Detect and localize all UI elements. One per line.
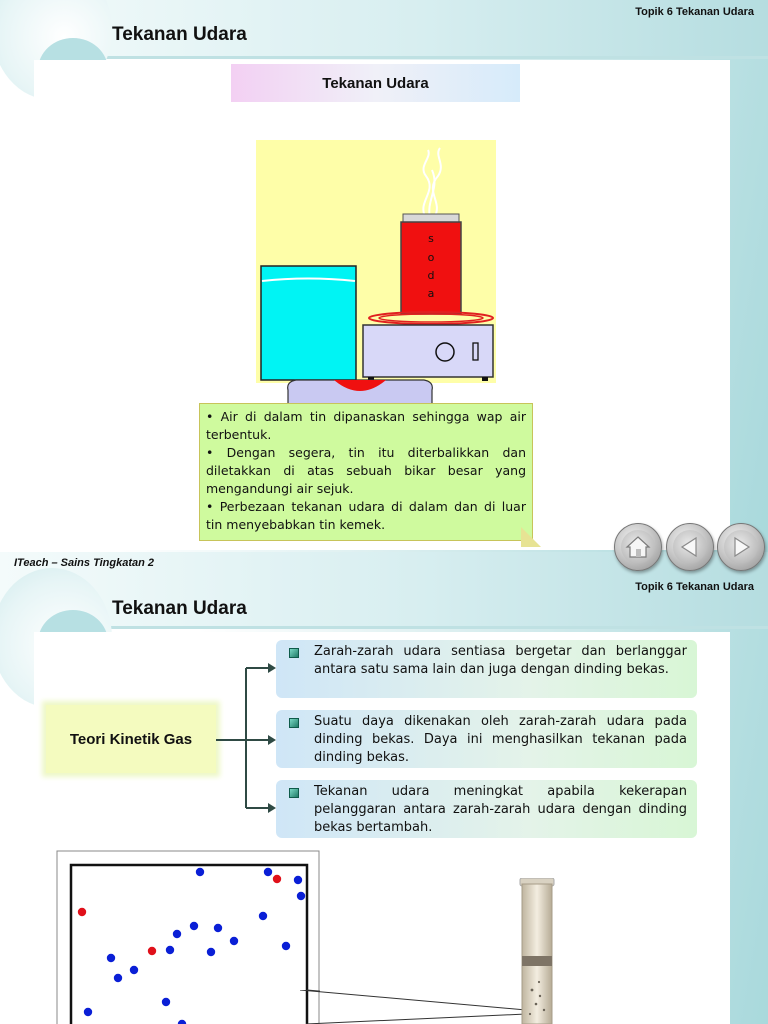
- home-button[interactable]: [614, 523, 662, 571]
- air-particle: [294, 876, 302, 884]
- square-bullet-icon: [289, 788, 299, 798]
- air-particle: [207, 948, 215, 956]
- kinetic-theory-label: Teori Kinetik Gas: [69, 730, 193, 748]
- air-particle: [273, 875, 281, 883]
- can-letter: o: [427, 251, 435, 264]
- air-particle: [264, 868, 272, 876]
- air-particle: [84, 1008, 92, 1016]
- syringe-illustration: [510, 878, 560, 1024]
- theory-point: [276, 780, 697, 838]
- slide-title: Tekanan Udara: [112, 598, 247, 619]
- triangle-left-icon: [673, 530, 707, 564]
- can-letter: d: [427, 269, 435, 282]
- section-title: Tekanan Udara: [322, 74, 429, 92]
- can-top: [403, 214, 459, 222]
- topic-label: Topik 6 Tekanan Udara: [635, 581, 754, 593]
- theory-point-text: Suatu daya dikenakan oleh zarah-zarah udara pada dinding bekas. Daya ini menghasilkan tekanan pada dinding bekas.: [314, 714, 687, 765]
- theory-point: [276, 640, 697, 698]
- header-divider: [0, 626, 768, 629]
- particle-container-illustration: [56, 850, 320, 1024]
- beaker: [261, 266, 356, 380]
- air-particle: [214, 924, 222, 932]
- particle-container: [71, 865, 307, 1024]
- can-experiment-illustration: [256, 140, 498, 405]
- kinetic-theory-box: [46, 705, 216, 773]
- air-particle: [282, 942, 290, 950]
- air-particle: [230, 937, 238, 945]
- triangle-right-icon: [724, 530, 758, 564]
- air-particle: [107, 954, 115, 962]
- square-bullet-icon: [289, 718, 299, 728]
- syringe-plunger: [522, 956, 552, 966]
- explanation-caption: [199, 403, 533, 541]
- caption-point: • Dengan segera, tin itu diterbalikkan dan diletakkan di atas sebuah bikar besar yang mengandungi air sejuk.: [206, 445, 526, 496]
- square-bullet-icon: [289, 648, 299, 658]
- can-letter: a: [427, 287, 435, 300]
- header-divider: [0, 56, 768, 59]
- caption-fold: [521, 527, 541, 547]
- theory-point: [276, 710, 697, 768]
- air-particle: [148, 947, 156, 955]
- caption-point: • Air di dalam tin dipanaskan sehingga wap air terbentuk.: [206, 409, 526, 442]
- theory-point-text: Tekanan udara meningkat apabila kekerapan pelanggaran antara zarah-zarah udara dengan dinding bekas bertambah.: [314, 784, 687, 835]
- previous-button[interactable]: [666, 523, 714, 571]
- air-particle: [190, 922, 198, 930]
- air-particle: [114, 974, 122, 982]
- air-particle: [130, 966, 138, 974]
- caption-point: • Perbezaan tekanan udara di dalam dan di luar tin menyebabkan tin kemek.: [206, 499, 526, 532]
- home-icon: [621, 530, 655, 564]
- can-letter: s: [428, 232, 434, 245]
- topic-label: Topik 6 Tekanan Udara: [635, 6, 754, 18]
- air-particle: [173, 930, 181, 938]
- air-particle: [196, 868, 204, 876]
- section-title-box: [231, 64, 520, 102]
- air-particle: [259, 912, 267, 920]
- next-button[interactable]: [717, 523, 765, 571]
- air-particle: [297, 892, 305, 900]
- slide-title: Tekanan Udara: [112, 24, 247, 45]
- zoom-lines: [300, 990, 530, 1024]
- air-particle: [166, 946, 174, 954]
- air-particle: [78, 908, 86, 916]
- air-particle: [162, 998, 170, 1006]
- syringe-barrel: [522, 884, 552, 1024]
- footer-label: ITeach – Sains Tingkatan 2: [14, 557, 154, 569]
- theory-point-text: Zarah-zarah udara sentiasa bergetar dan berlanggar antara satu sama lain dan juga dengan dinding bekas.: [314, 644, 687, 677]
- connector-arrows: [214, 660, 278, 816]
